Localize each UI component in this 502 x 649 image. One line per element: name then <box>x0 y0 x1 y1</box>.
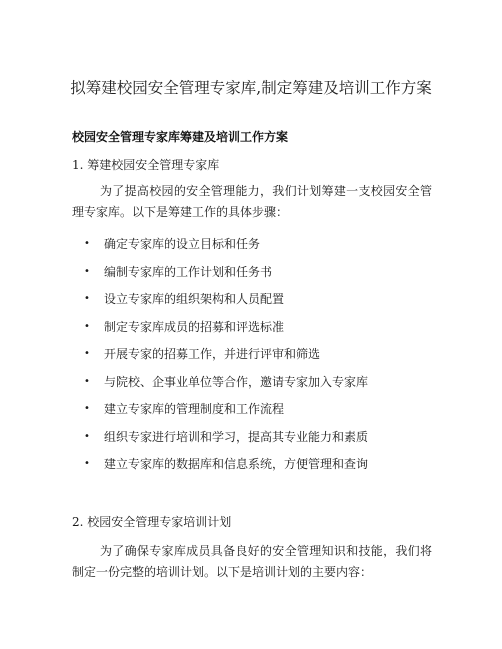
bullet-icon: • <box>84 293 90 304</box>
list-item <box>0 290 502 318</box>
list-item-text: 建立专家库的数据库和信息系统，方便管理和查询 <box>104 457 369 471</box>
part1-bullet-list <box>0 235 502 483</box>
list-item <box>0 373 502 401</box>
list-item-text: 设立专家库的组织架构和人员配置 <box>104 292 285 306</box>
list-item <box>0 235 502 263</box>
list-item <box>0 263 502 291</box>
list-item-text: 与院校、企事业单位等合作，邀请专家加入专家库 <box>104 374 369 389</box>
part2-paragraph: 为了确保专家库成员具备良好的安全管理知识和技能，我们将制定一份完整的培训计划。以下是培训计划的主要内容： <box>72 544 432 579</box>
document-title: 拟筹建校园安全管理专家库,制定筹建及培训工作方案 <box>70 79 432 97</box>
bullet-icon: • <box>84 320 90 332</box>
list-item-text: 制定专家库成员的招募和评选标准 <box>104 319 285 334</box>
list-item <box>0 345 502 373</box>
list-item <box>0 400 502 428</box>
list-item <box>0 455 502 483</box>
list-item <box>0 428 502 456</box>
list-item-text: 组织专家进行培训和学习，提高其专业能力和素质 <box>104 429 369 444</box>
list-item-text: 确定专家库的设立目标和任务 <box>104 237 261 251</box>
bullet-icon: • <box>84 238 90 249</box>
bullet-icon: • <box>84 265 90 277</box>
bullet-icon: • <box>84 403 90 414</box>
part1-paragraph: 为了提高校园的安全管理能力，我们计划筹建一支校园安全管理专家库。以下是筹建工作的具体步骤： <box>72 184 432 219</box>
list-item <box>0 318 502 346</box>
list-item-text: 建立专家库的管理制度和工作流程 <box>104 402 285 416</box>
list-item-text: 编制专家库的工作计划和任务书 <box>104 264 273 279</box>
list-item-text: 开展专家的招募工作，并进行评审和筛选 <box>104 347 321 361</box>
bullet-icon: • <box>84 458 90 469</box>
section-heading: 校园安全管理专家库筹建及培训工作方案 <box>72 130 289 144</box>
part2-heading: 2. 校园安全管理专家培训计划 <box>72 515 232 529</box>
bullet-icon: • <box>84 348 90 359</box>
part1-heading: 1. 筹建校园安全管理专家库 <box>72 158 220 172</box>
bullet-icon: • <box>84 375 90 387</box>
bullet-icon: • <box>84 430 90 442</box>
